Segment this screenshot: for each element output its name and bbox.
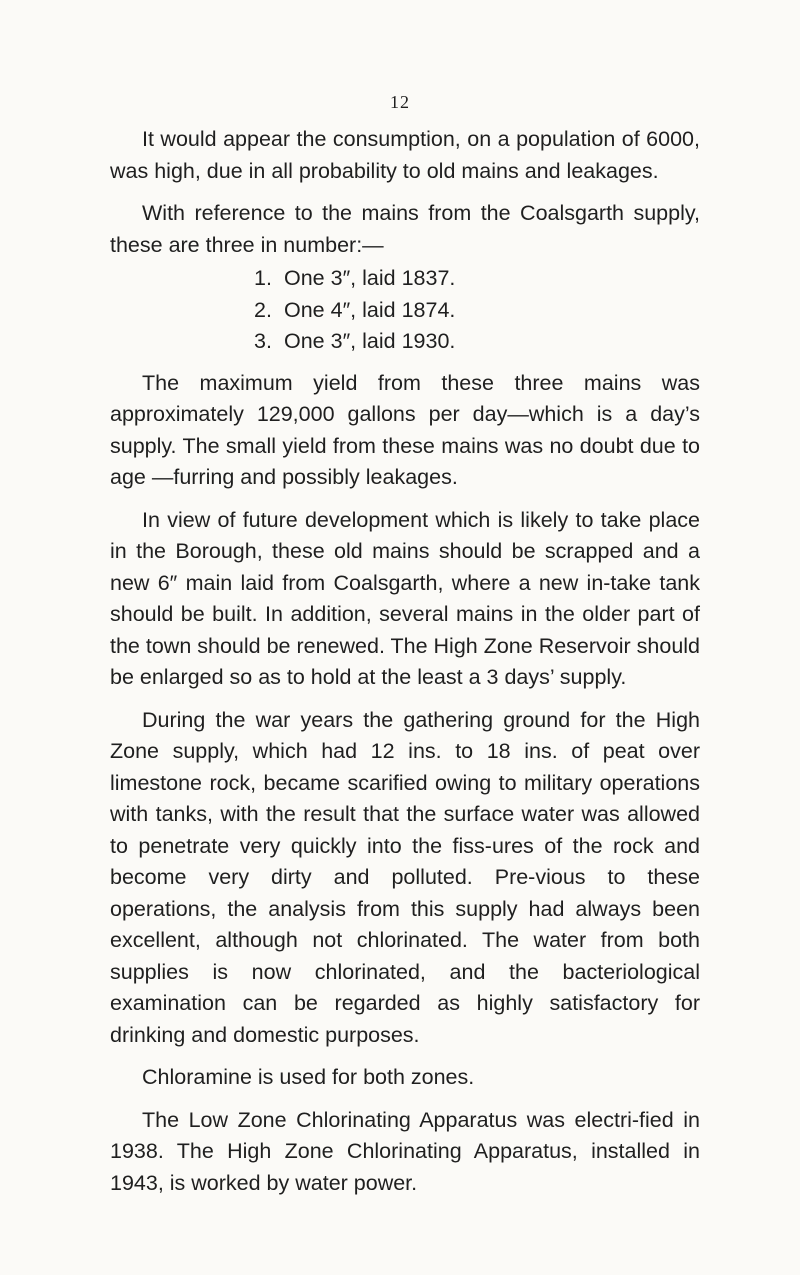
mains-list — [110, 263, 700, 358]
list-item-text: One 3″, laid 1930. — [284, 329, 456, 353]
list-item-text: One 3″, laid 1837. — [284, 266, 456, 290]
list-item-text: One 4″, laid 1874. — [284, 297, 456, 322]
paragraph-future-development: In view of future development which is likely to take place in the Borough, these old mains should be scrapped and a new 6″ main laid from Coalsgarth, where a new in-take tank should be built. In addition, several mains in the older part of the town should be renewed. The High Zone Reservoir should be enlarged so as to hold at the least a 3 days’ supply. — [110, 507, 701, 689]
page-number: 12 — [390, 92, 410, 112]
paragraph-war-years: During the war years the gathering ground for the High Zone supply, which had 12 ins. to 18 ins. of peat over limestone rock, became scarified owing to military operations with tanks, with the result that the surface water was allowed to penetrate very quickly into the fiss-ures of the rock and become very dirty and polluted. Pre-vious to these operations, the analysis from this supply had always been excellent, although not chlorinated. The water from both supplies is now chlorinated, and the bacteriological examination can be regarded as highly satisfactory for drinking and domestic purposes. — [110, 707, 700, 1047]
list-item — [254, 295, 700, 327]
paragraph-chlorinating-apparatus: The Low Zone Chlorinating Apparatus was electri-fied in 1938. The High Zone Chlorinating Apparatus, installed in 1943, is worked by water power. — [110, 1107, 700, 1195]
paragraph-maximum-yield: The maximum yield from these three mains was approximately 129,000 gallons per day—which is a day’s supply. The small yield from these mains was no doubt due to age —furring and possibly leakages. — [110, 370, 700, 489]
list-item — [254, 263, 700, 295]
list-item — [254, 326, 700, 358]
paragraph-chloramine: Chloramine is used for both zones. — [142, 1065, 475, 1089]
list-item-number: 2. — [254, 297, 272, 322]
paragraph-consumption: It would appear the consumption, on a population of 6000, was high, due in all probability to old mains and leakages. — [110, 127, 700, 183]
list-item-number: 3. — [254, 329, 272, 353]
list-item-number: 1. — [254, 266, 272, 290]
paragraph-mains-intro: With reference to the mains from the Coalsgarth supply, these are three in number:— — [110, 201, 700, 257]
